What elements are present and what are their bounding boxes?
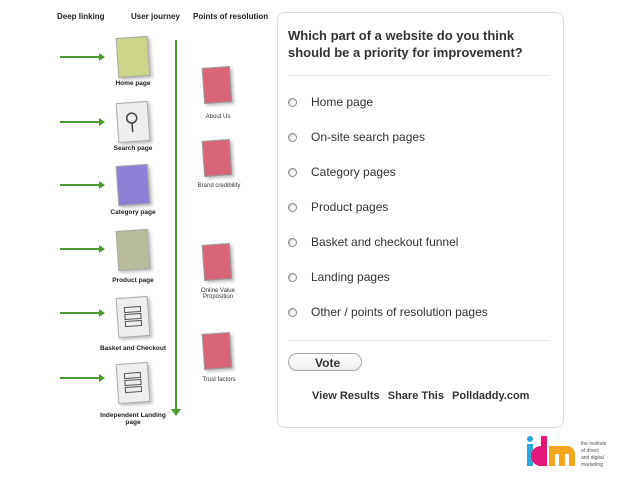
poll-option-search-pages[interactable]: On-site search pages <box>288 130 425 144</box>
deep-link-arrow <box>60 56 100 58</box>
poll-option-other[interactable]: Other / points of resolution pages <box>288 305 488 319</box>
page-label: Independent Landing page <box>100 412 166 426</box>
radio-button[interactable] <box>288 308 297 317</box>
header-points-of-resolution: Points of resolution <box>193 12 269 21</box>
radio-button[interactable] <box>288 203 297 212</box>
poll-links <box>312 390 534 402</box>
resolution-label: About Us <box>205 114 231 120</box>
page-label: Product page <box>112 277 154 284</box>
poll-widget <box>277 12 564 428</box>
deep-link-arrow <box>60 248 100 250</box>
svg-text:and digital: and digital <box>581 455 604 461</box>
radio-button[interactable] <box>288 98 297 107</box>
divider <box>288 340 550 341</box>
resolution-label: Online Value Proposition <box>201 288 235 300</box>
svg-text:the institute: the institute <box>581 441 607 447</box>
page-label: Basket and Checkout <box>99 345 167 352</box>
list-icon <box>116 362 151 404</box>
deep-link-arrow <box>60 377 100 379</box>
page-label: Home page <box>115 80 151 87</box>
poll-option-landing-pages[interactable]: Landing pages <box>288 270 390 284</box>
svg-text:of direct: of direct <box>581 448 599 454</box>
resolution-label: Brand credibility <box>197 183 241 189</box>
page-label: Category page <box>110 209 156 216</box>
vote-button[interactable]: Vote <box>288 353 362 371</box>
journey-arrow <box>175 40 177 410</box>
resolution-page-icon <box>202 332 232 370</box>
home-page-icon <box>116 36 151 78</box>
poll-option-home-page[interactable]: Home page <box>288 95 373 109</box>
page-label: Search page <box>113 145 153 152</box>
radio-button[interactable] <box>288 238 297 247</box>
product-page-icon <box>116 229 151 271</box>
radio-button[interactable] <box>288 133 297 142</box>
resolution-page-icon <box>202 66 232 104</box>
deep-link-arrow <box>60 184 100 186</box>
header-user-journey: User journey <box>131 12 180 21</box>
resolution-page-icon <box>202 243 232 281</box>
poll-question: Which part of a website do you think should be a priority for improvement? <box>288 28 523 60</box>
magnifier-icon <box>116 101 151 143</box>
radio-button[interactable] <box>288 273 297 282</box>
resolution-label: Trust factors <box>202 377 236 383</box>
poll-option-basket-checkout[interactable]: Basket and checkout funnel <box>288 235 458 249</box>
resolution-page-icon <box>202 139 232 177</box>
deep-link-arrow <box>60 121 100 123</box>
idm-logo <box>527 436 622 468</box>
polldaddy-link[interactable]: Polldaddy.com <box>452 390 530 402</box>
category-page-icon <box>116 164 151 206</box>
list-icon <box>116 296 151 338</box>
deep-link-arrow <box>60 312 100 314</box>
svg-text:marketing: marketing <box>581 462 603 468</box>
poll-option-product-pages[interactable]: Product pages <box>288 200 388 214</box>
share-this-link[interactable]: Share This <box>387 390 444 402</box>
radio-button[interactable] <box>288 168 297 177</box>
header-deep-linking: Deep linking <box>57 12 105 21</box>
view-results-link[interactable]: View Results <box>312 390 380 402</box>
divider <box>288 75 550 76</box>
poll-option-category-pages[interactable]: Category pages <box>288 165 396 179</box>
